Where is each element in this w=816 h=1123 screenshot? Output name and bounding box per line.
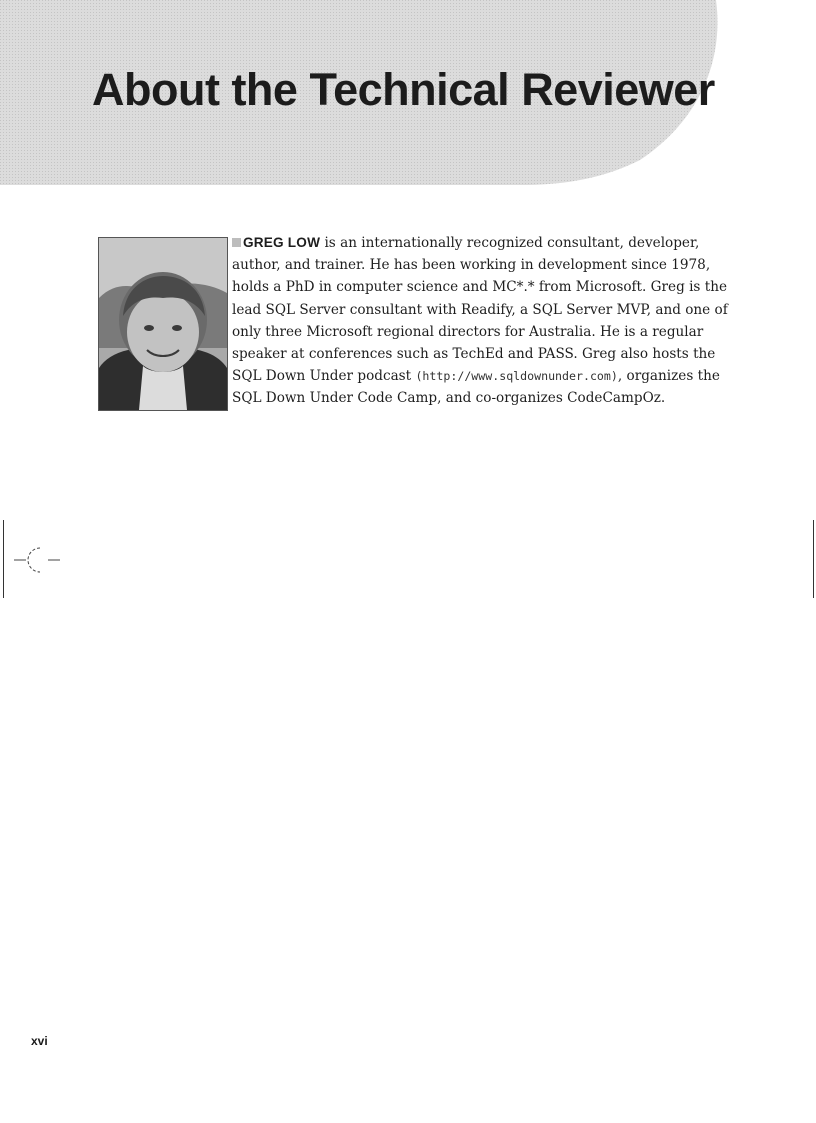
- left-edge-line: [3, 520, 4, 598]
- reviewer-bio: [232, 232, 732, 410]
- registration-mark-icon: [14, 546, 62, 578]
- page-number: xvi: [31, 1034, 48, 1048]
- reviewer-name: GREG LOW: [243, 235, 321, 250]
- right-edge-line: [813, 520, 814, 598]
- reviewer-photo: [98, 237, 228, 411]
- bullet-square-icon: [232, 238, 241, 247]
- podcast-url: (http://www.sqldownunder.com): [415, 369, 618, 384]
- bio-text-part-2: , organizes the SQL Down Under Code Camp, and co-organizes CodeCampOz.: [232, 368, 720, 407]
- bio-text-part-1: is an internationally recognized consultant, developer, author, and trainer. He has been working in development since 1978, holds a PhD in computer science and MC*.* from Microsoft. Greg is the lead SQL Server consultant with Readify, a SQL Server MVP, and one of only three Microsoft regional directors for Australia. He is a regular speaker at conferences such as TechEd and PASS. Greg also hosts the SQL Down Under podcast: [232, 235, 728, 385]
- chapter-title: About the Technical Reviewer: [92, 64, 715, 115]
